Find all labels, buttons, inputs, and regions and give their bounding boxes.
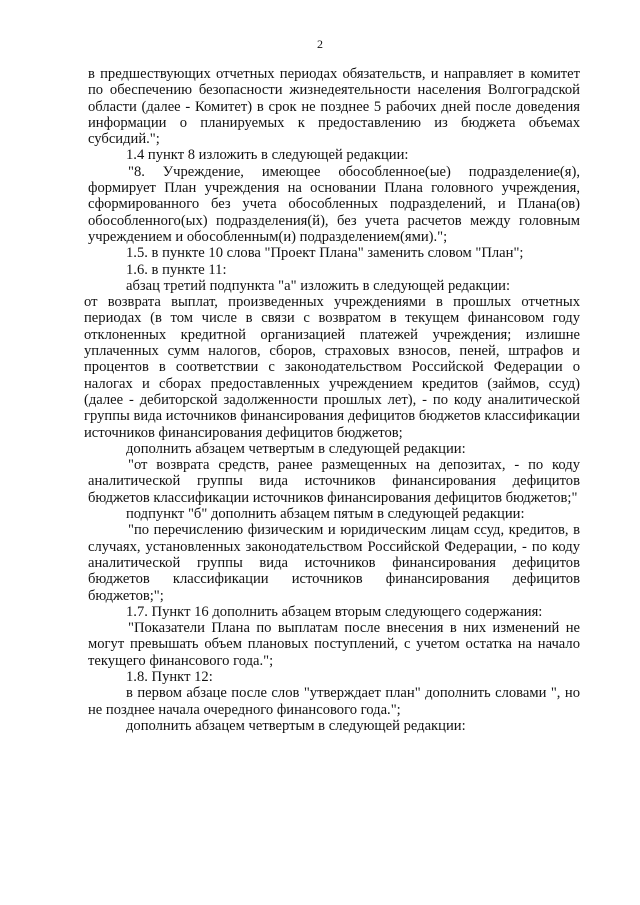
paragraph-subitem-a: абзац третий подпункта "а" изложить в следующей редакции: <box>126 277 511 294</box>
document-body <box>84 66 580 734</box>
paragraph-quote-deposits: "от возврата средств, ранее размещенных на депозитах, - по коду аналитической группы вида источников финансирования дефицитов бюджетов классификации источников финансирования дефицитов бюджетов;" <box>88 457 580 506</box>
paragraph-return-of-payments: от возврата выплат, произведенных учреждениями в прошлых отчетных периодах (в том числе в связи с возвратом в текущем финансовом году отклоненных кредитной организацией платежей учреждения; излишне уплаченных сумм налогов, сборов, страховых взносов, пеней, штрафов и процентов в соответствии с законодательством Российской Федерации о налогах и сборах предоставленных учреждением кредитов (займов, ссуд) (далее - дебиторской задолженности прошлых лет), - по коду аналитической группы вида источников финансирования дефицитов бюджетов классификации источников финансирования дефицитов бюджетов; <box>84 294 580 441</box>
paragraph-item-1-7: 1.7. Пункт 16 дополнить абзацем вторым следующего содержания: <box>126 603 543 620</box>
paragraph-item-1-5: 1.5. в пункте 10 слова "Проект Плана" заменить словом "План"; <box>126 245 524 262</box>
paragraph-quote-item-8: "8. Учреждение, имеющее обособленное(ые) подразделение(я), формирует План учреждения на основании Плана головного учреждения, сформированного без учета обособленных подразделений, и Плана(ов) обособленного(ых) подразделения(й), без учета расчетов между головным учреждением и обособленным(и) подразделением(ями)."; <box>88 163 580 245</box>
paragraph-quote-loans: "по перечислению физическим и юридическим лицам ссуд, кредитов, в случаях, установленных законодательством Российской Федерации, - по коду аналитической группы вида источников финансирования дефицитов бюджетов классификации источников финансирования дефицитов бюджетов;"; <box>88 522 580 604</box>
paragraph-item-1-6: 1.6. в пункте 11: <box>126 261 227 278</box>
paragraph-item-1-8: 1.8. Пункт 12: <box>126 668 213 685</box>
paragraph-add-fourth-final: дополнить абзацем четвертым в следующей редакции: <box>126 717 466 734</box>
paragraph-quote-plan-limits: "Показатели Плана по выплатам после внесения в них изменений не могут превышать объем плановых поступлений, с учетом остатка на начало текущего финансового года."; <box>88 620 580 669</box>
paragraph-add-fourth: дополнить абзацем четвертым в следующей редакции: <box>126 440 466 457</box>
paragraph-first-abzac: в первом абзаце после слов "утверждает план" дополнить словами ", но не позднее начала очередного финансового года."; <box>88 685 580 718</box>
paragraph-subitem-b: подпункт "б" дополнить абзацем пятым в следующей редакции: <box>126 506 525 523</box>
page-number: 2 <box>317 37 323 51</box>
paragraph-continuation: в предшествующих отчетных периодах обязательств, и направляет в комитет по обеспечению безопасности жизнедеятельности населения Волгоградской области (далее - Комитет) в срок не позднее 5 рабочих дней после доведения информации о планируемых к предоставлению из бюджета объемах субсидий."; <box>88 66 580 148</box>
paragraph-item-1-4: 1.4 пункт 8 изложить в следующей редакции: <box>126 147 409 164</box>
